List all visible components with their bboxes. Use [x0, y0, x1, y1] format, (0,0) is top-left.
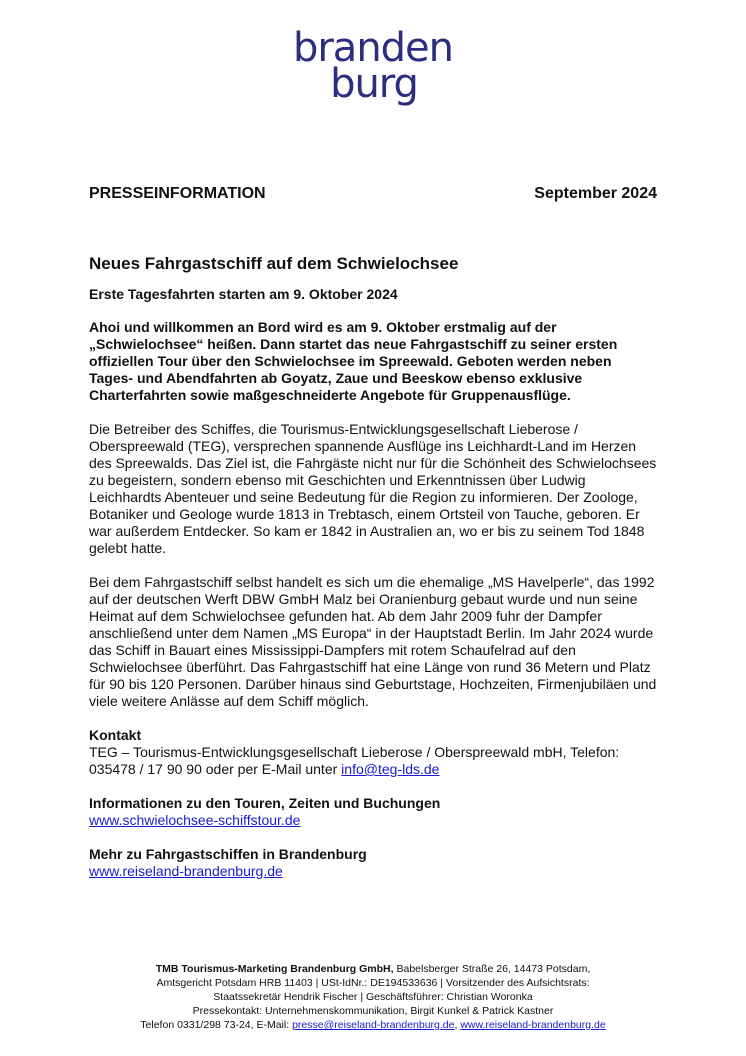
document-header — [89, 185, 657, 203]
footer-phone: Telefon 0331/298 73-24, E-Mail: — [140, 1019, 293, 1031]
contact-text: TEG – Tourismus-Entwicklungsgesellschaft Lieberose / Oberspreewald mbH, Telefon: 035478 / 17 90 90 oder per E-Mail unter — [89, 744, 620, 777]
footer-email-link[interactable]: presse@reiseland-brandenburg.de — [292, 1019, 455, 1031]
more-title: Mehr zu Fahrgastschiffen in Brandenburg — [89, 846, 367, 862]
header-label: PRESSEINFORMATION — [89, 185, 266, 202]
footer-line-2: Amtsgericht Potsdam HRB 11403 | USt-IdNr.: DE194533636 | Vorsitzender des Aufsichtsrats: — [156, 977, 590, 989]
press-release-body — [89, 254, 659, 897]
footer-line-3: Staatssekretär Hendrik Fischer | Geschäftsführer: Christian Woronka — [213, 991, 533, 1003]
footer-address: Babelsberger Straße 26, 14473 Potsdam, — [393, 963, 591, 975]
footer-company: TMB Tourismus-Marketing Brandenburg GmbH, — [155, 963, 394, 975]
contact-section — [89, 727, 659, 778]
footer-line-4: Pressekontakt: Unternehmenskommunikation, Birgit Kunkel & Patrick Kastner — [192, 1005, 554, 1017]
page-subtitle: Erste Tagesfahrten starten am 9. Oktober 2024 — [89, 286, 398, 302]
page-title: Neues Fahrgastschiff auf dem Schwielochsee — [89, 254, 459, 273]
footer-web-link[interactable]: www.reiseland-brandenburg.de — [460, 1019, 606, 1031]
tours-link[interactable]: www.schwielochsee-schiffstour.de — [89, 812, 301, 828]
contact-email-link[interactable]: info@teg-lds.de — [341, 761, 440, 777]
header-date: September 2024 — [534, 185, 657, 202]
footer-line-5 — [40, 1018, 706, 1032]
brandenburg-logo — [0, 25, 746, 107]
contact-title: Kontakt — [89, 727, 142, 743]
lead-paragraph: Ahoi und willkommen an Bord wird es am 9. Oktober erstmalig auf der „Schwielochsee“ heißen. Dann startet das neue Fahrgastschiff zu seiner ersten offiziellen Tour über den Schwielochsee im Spreewald. Geboten werden neben Tages- und Abendfahrten ab Goyatz, Zaue und Beeskow ebenso exklusive Charterfahrten sowie maßgeschneiderte Angebote für Gruppenausflüge. — [89, 319, 618, 403]
tours-title: Informationen zu den Touren, Zeiten und Buchungen — [89, 795, 441, 811]
footer — [40, 962, 706, 1032]
more-link[interactable]: www.reiseland-brandenburg.de — [89, 863, 283, 879]
footer-line-1 — [40, 962, 706, 976]
paragraph-2: Bei dem Fahrgastschiff selbst handelt es sich um die ehemalige „MS Havelperle“, das 1992 auf der deutschen Werft DBW GmbH Malz bei Oranienburg gebaut wurde und nun seine Heimat auf dem Schwielochsee gefunden hat. Ab dem Jahr 2009 fuhr der Dampfer anschließend unter dem Namen „MS Europa“ in der Hauptstadt Berlin. Im Jahr 2024 wurde das Schiff in Bauart eines Mississippi-Dampfers mit rotem Schaufelrad auf den Schwielochsee überführt. Das Fahrgastschiff hat eine Länge von rund 36 Metern und Platz für 90 bis 120 Personen. Darüber hinaus sind Geburtstage, Hochzeiten, Firmenjubiläen und viele weitere Anlässe auf dem Schiff möglich. — [89, 574, 657, 709]
logo-line-2: burg — [330, 61, 418, 107]
more-section — [89, 846, 659, 880]
tours-section — [89, 795, 659, 829]
logo-line-1: branden — [292, 25, 454, 71]
paragraph-1: Die Betreiber des Schiffes, die Tourismus-Entwicklungsgesellschaft Lieberose / Oberspreewald (TEG), versprechen spannende Ausflüge ins Leichhardt-Land im Herzen des Spreewalds. Das Ziel ist, die Fahrgäste nicht nur für die Schönheit des Schwielochsees zu begeistern, sondern ebenso mit Geschichten und Erkenntnissen über Ludwig Leichhardts Abenteuer und seine Bedeutung für die Region zu informieren. Der Zoologe, Botaniker und Geologe wurde 1813 in Trebtasch, einem Ortsteil von Tauche, geboren. Er war außerdem Entdecker. So kam er 1842 in Australien an, wo er bis zu seinem Tod 1848 gelebt hatte. — [89, 421, 657, 556]
footer-separator: , — [454, 1019, 461, 1031]
